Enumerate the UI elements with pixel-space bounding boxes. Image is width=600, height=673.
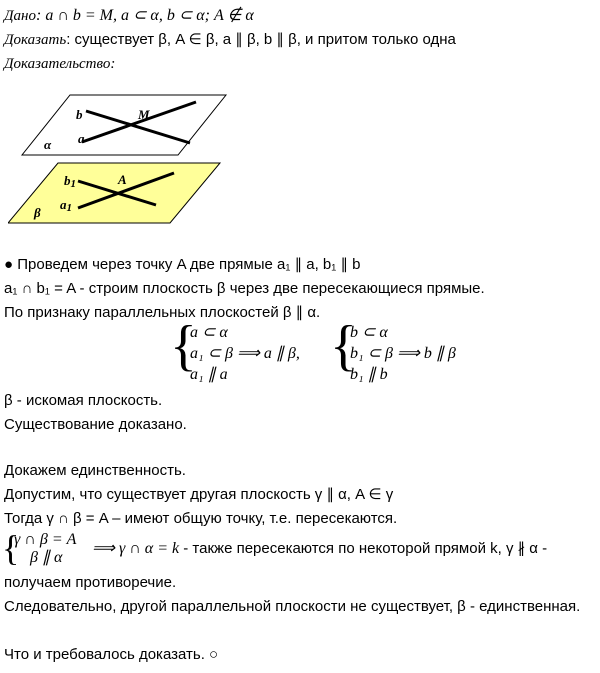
system2-row3: b₁ ∥ b (350, 366, 388, 383)
brace-3: { (2, 528, 20, 568)
prove-text: : существует β, A ∈ β, a ∥ β, b ∥ β, и притом только одна (66, 31, 456, 48)
step-5: Существование доказано. (4, 416, 187, 433)
system2-row2: b₁ ⊂ β ⟹ b ∥ β (350, 345, 456, 362)
system3-row2: β ∥ α (30, 549, 63, 566)
system3-result: ⟹ γ ∩ α = k (92, 540, 180, 557)
label-b: b (76, 107, 83, 122)
step-9-tail: - также пересекаются по некоторой прямой k, γ ∦ α - (179, 540, 548, 557)
prove-line (4, 31, 456, 49)
step-6: Докажем единственность. (4, 462, 186, 479)
system2-row1: b ⊂ α (350, 324, 388, 341)
step-10: получаем противоречие. (4, 574, 177, 591)
planes-figure (8, 85, 238, 235)
prove-label: Доказать (4, 32, 67, 48)
system1-row3: a₁ ∥ a (190, 366, 228, 383)
step-7: Допустим, что существует другая плоскость γ ∥ α, A ∈ γ (4, 486, 394, 503)
given-line (4, 7, 254, 25)
label-b1: b1 (64, 173, 76, 190)
system1-row2: a₁ ⊂ β ⟹ a ∥ β, (190, 345, 300, 362)
label-M: M (138, 107, 150, 122)
step-1: ● Проведем через точку A две прямые a₁ ∥ a, b₁ ∥ b (4, 256, 361, 273)
label-a: a (78, 131, 85, 146)
brace-2: { (330, 315, 357, 377)
plane-alpha (22, 95, 226, 155)
given-label: Дано (4, 8, 36, 24)
brace-1: { (170, 315, 197, 377)
step-11: Следовательно, другой параллельной плоскости не существует, β - единственная. (4, 598, 581, 615)
label-alpha: α (44, 137, 52, 152)
step-4: β - искомая плоскость. (4, 392, 163, 409)
system1-row1: a ⊂ α (190, 324, 228, 341)
label-A: A (118, 172, 127, 187)
proof-label: Доказательство: (4, 56, 116, 72)
label-beta: β (34, 205, 41, 220)
step-8: Тогда γ ∩ β = A – имеют общую точку, т.е. пересекаются. (4, 510, 398, 527)
step-2: a₁ ∩ b₁ = A - строим плоскость β через две пересекающиеся прямые. (4, 280, 485, 297)
label-a1: a1 (60, 197, 72, 214)
step-12: Что и требовалось доказать. ○ (4, 646, 219, 663)
system3-row1: γ ∩ β = A (14, 531, 77, 548)
given-text: : a ∩ b = M, a ⊂ α, b ⊂ α; A ∉ α (36, 7, 254, 24)
system3-result-line (92, 540, 547, 558)
step-3: По признаку параллельных плоскостей β ∥ α. (4, 304, 321, 321)
